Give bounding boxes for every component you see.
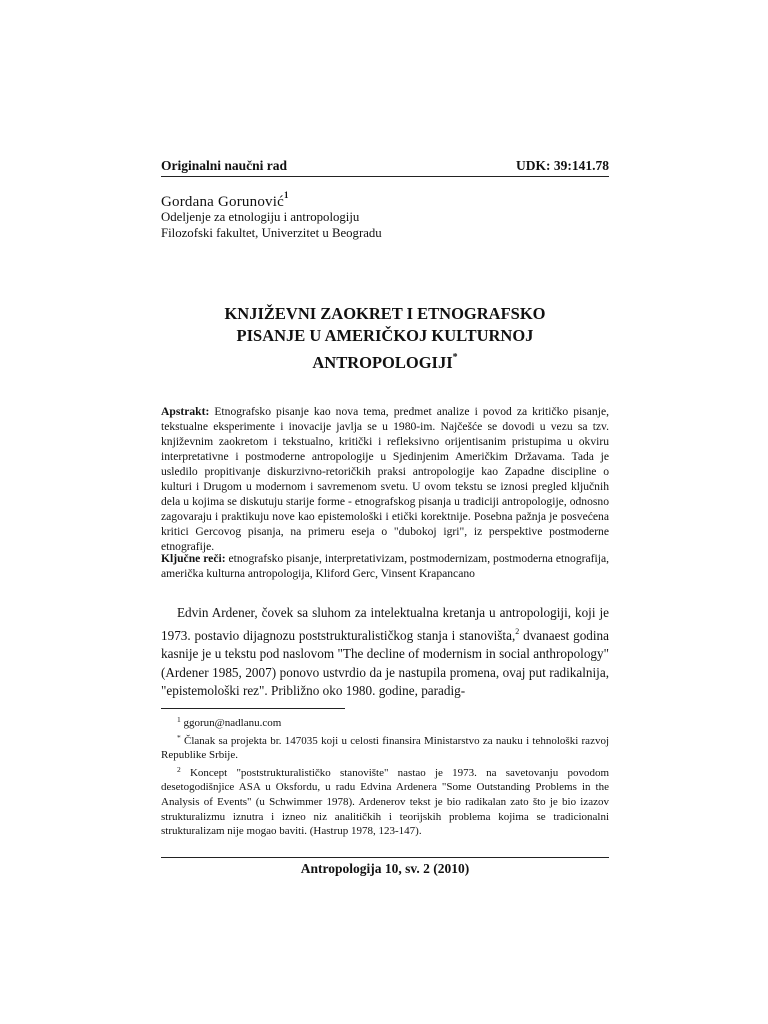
affiliation-faculty: Filozofski fakultet, Univerzitet u Beogradu [161,226,382,240]
keywords-text: etnografsko pisanje, interpretativizam, postmodernizam, postmoderna etnografija, američka kulturna antropologija, Kliford Gerc, Vinsent Krapancano [161,552,609,580]
author-name [161,190,289,211]
body-text [161,604,609,701]
author-footnote-mark: 1 [283,190,289,200]
header-rule [161,176,609,177]
footnote-separator [161,708,345,709]
footnote-2 [161,763,609,839]
title-line-2: PISANJE U AMERIČKOJ KULTURNOJ [236,326,534,345]
article-type: Originalni naučni rad [161,158,288,173]
article-title [161,303,609,374]
udk-code: UDK: 39:141.78 [516,158,609,173]
running-header [161,158,609,174]
abstract-label: Apstrakt: [161,405,210,418]
body-footnote-mark: 2 [515,626,520,636]
footnote-1 [161,713,609,731]
footnote-star [161,731,609,763]
title-line-3-wrap [161,347,609,374]
author-name-text: Gordana Gorunović [161,194,284,210]
footnote-2-mark: 2 [177,764,181,774]
keywords-label: Ključne reči: [161,552,226,565]
abstract [161,404,609,554]
footnote-2-text: Koncept "poststrukturalističko stanovište" nastao je 1973. na savetovanju povodom desetogodišnjice ASA u Oksfordu, u radu Edvina Ardenera "Some Outstanding Problems in the Analysis of Events" (u Schwimmer 1978). Ardenerov tekst je bio radikalan zato što je bio izazov strukturalizmu iznutra i izneo niz analitičkih i teorijskih problema kojima se tradicionalni strukturalizam nije mogao baviti. (Hastrup 1978, 123-147). [161,766,609,838]
footnote-star-text: Članak sa projekta br. 147035 koji u celosti finansira Ministarstvo za nauku i tehnološki razvoj Republike Srbije. [161,734,610,762]
footnote-1-text: ggorun@nadlanu.com [183,717,282,729]
abstract-text: Etnografsko pisanje kao nova tema, predmet analize i povod za kritičko pisanje, tekstualne eksperimente i inovacije javlja se u 1980-im. Najčešće se dovodi u vezu sa tzv. književnim zaokretom i tekstualno, kritički i refleksivno orijentisanim pristupima u okviru interpretativne i postmoderne antropologije u Sjedinjenim Američkim Državama. Tada je usledilo propitivanje diskurzivno-retoričkih praksi antropologije kao Zapadne discipline o kulturi i Drugom u modernom i savremenom svetu. U ovom tekstu se iznosi pregled ključnih dela u kojima se diskutuju starije forme - etnografskog pisanja u tradiciji antropologije, odnosno zagovaraju i praktikuju nove kao epistemološki i etički korektnije. Posebna pažnja je posvećena kritici Gercovog pisanja, na primeru eseja o "dubokoj igri", iz perspektive postmoderne etnografije. [161,405,609,553]
body-paragraph [161,604,609,701]
footnote-1-mark: 1 [177,715,181,724]
footnote-star-mark: * [177,732,181,742]
affiliation-department: Odeljenje za etnologiju i antropologiju [161,210,360,224]
footnotes [161,713,609,839]
title-footnote-mark: * [452,352,458,363]
body-text-part-1: Edvin Ardener, čovek sa sluhom za intelektualna kretanja u antropologiji, koji je 1973. postavio dijagnozu poststrukturalističkog stanja i stanovišta, [161,605,609,643]
title-line-1: KNJIŽEVNI ZAOKRET I ETNOGRAFSKO [224,304,546,323]
journal-footer: Antropologija 10, sv. 2 (2010) [300,861,470,876]
body-text-part-2: dvanaest godina kasnije je u tekstu pod naslovom "The decline of modernism in social anthropology" (Ardener 1985, 2007) ponovo ustvrdio da je nastupila promena, ovaj put radikalnija, "epistemološki rez". Približno oko 1980. godine, paradig- [161,627,609,698]
keywords [161,551,609,581]
title-line-3: ANTROPOLOGIJI [312,353,453,372]
footer-rule [161,857,609,858]
